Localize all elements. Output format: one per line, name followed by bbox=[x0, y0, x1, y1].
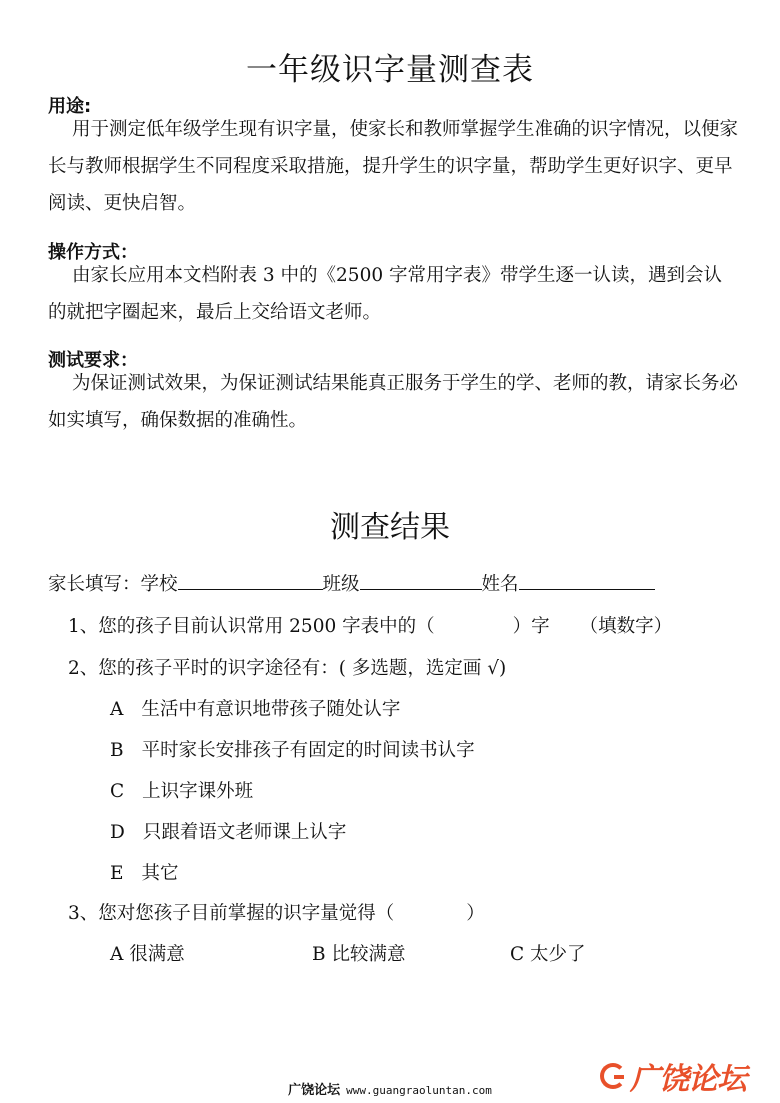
operation-text: 由家长应用本文档附表 3 中的《2500 字常用字表》带学生逐一认读，遇到会认的就把字圈起来，最后上交给语文老师。 bbox=[48, 265, 722, 323]
name-label: 姓名 bbox=[481, 574, 519, 595]
option-text: 只跟着语文老师课上认字 bbox=[142, 822, 347, 843]
question-3-option-a[interactable]: A 很满意 bbox=[110, 944, 185, 965]
question-3-option-b[interactable]: B 比较满意 bbox=[312, 944, 406, 965]
question-2-option-d[interactable] bbox=[110, 818, 346, 844]
question-1-suffix: ）字 bbox=[512, 616, 550, 637]
footer-site-name: 广饶论坛 bbox=[288, 1083, 341, 1098]
school-field[interactable] bbox=[178, 571, 323, 590]
usage-heading: 用途: bbox=[48, 96, 92, 117]
footer bbox=[0, 1079, 780, 1098]
option-letter: D bbox=[110, 822, 125, 843]
parent-fill-line bbox=[48, 570, 655, 596]
option-text: 平时家长安排孩子有固定的时间读书认字 bbox=[141, 740, 475, 761]
page-title: 一年级识字量测查表 bbox=[246, 52, 534, 88]
class-label: 班级 bbox=[322, 574, 360, 595]
usage-text: 用于测定低年级学生现有识字量，使家长和教师掌握学生准确的识字情况，以便家长与教师根据学生不同程度采取措施，提升学生的识字量，帮助学生更好识字、更早阅读、更快启智。 bbox=[48, 119, 739, 214]
logo-text: 广饶论坛 bbox=[630, 1062, 746, 1097]
option-letter: B bbox=[110, 740, 124, 761]
question-3-prefix: 3、您对您孩子目前掌握的识字量觉得（ bbox=[68, 903, 395, 924]
operation-heading: 操作方式： bbox=[48, 242, 138, 263]
question-2-option-a[interactable] bbox=[110, 695, 400, 721]
option-letter: C bbox=[110, 781, 125, 802]
requirement-heading: 测试要求： bbox=[48, 350, 138, 371]
requirement-text: 为保证测试效果，为保证测试结果能真正服务于学生的学、老师的教，请家长务必如实填写，确保数据的准确性。 bbox=[48, 373, 739, 431]
question-2-option-e[interactable] bbox=[110, 859, 179, 885]
question-1 bbox=[68, 612, 672, 638]
option-text: 上识字课外班 bbox=[142, 781, 254, 802]
question-3 bbox=[68, 899, 485, 925]
option-letter: A bbox=[110, 699, 124, 720]
results-title: 测查结果 bbox=[330, 510, 450, 545]
option-letter: E bbox=[110, 863, 124, 884]
school-label: 学校 bbox=[140, 574, 178, 595]
question-1-note: （填数字） bbox=[579, 616, 673, 637]
question-3-option-c[interactable]: C 太少了 bbox=[510, 944, 586, 965]
parent-fill-label: 家长填写： bbox=[48, 574, 141, 595]
question-2: 2、您的孩子平时的识字途径有：( 多选题，选定画 √) bbox=[68, 658, 507, 679]
class-field[interactable] bbox=[360, 571, 482, 590]
question-1-prefix: 1、您的孩子目前认识常用 2500 字表中的（ bbox=[68, 616, 435, 637]
option-text: 生活中有意识地带孩子随处认字 bbox=[141, 699, 401, 720]
option-text: 其它 bbox=[141, 863, 179, 884]
question-2-option-b[interactable] bbox=[110, 736, 475, 762]
name-field[interactable] bbox=[519, 571, 655, 590]
question-2-option-c[interactable] bbox=[110, 777, 253, 803]
footer-url[interactable]: www.guangraoluntan.com bbox=[346, 1084, 492, 1097]
question-3-suffix: ） bbox=[466, 903, 485, 924]
